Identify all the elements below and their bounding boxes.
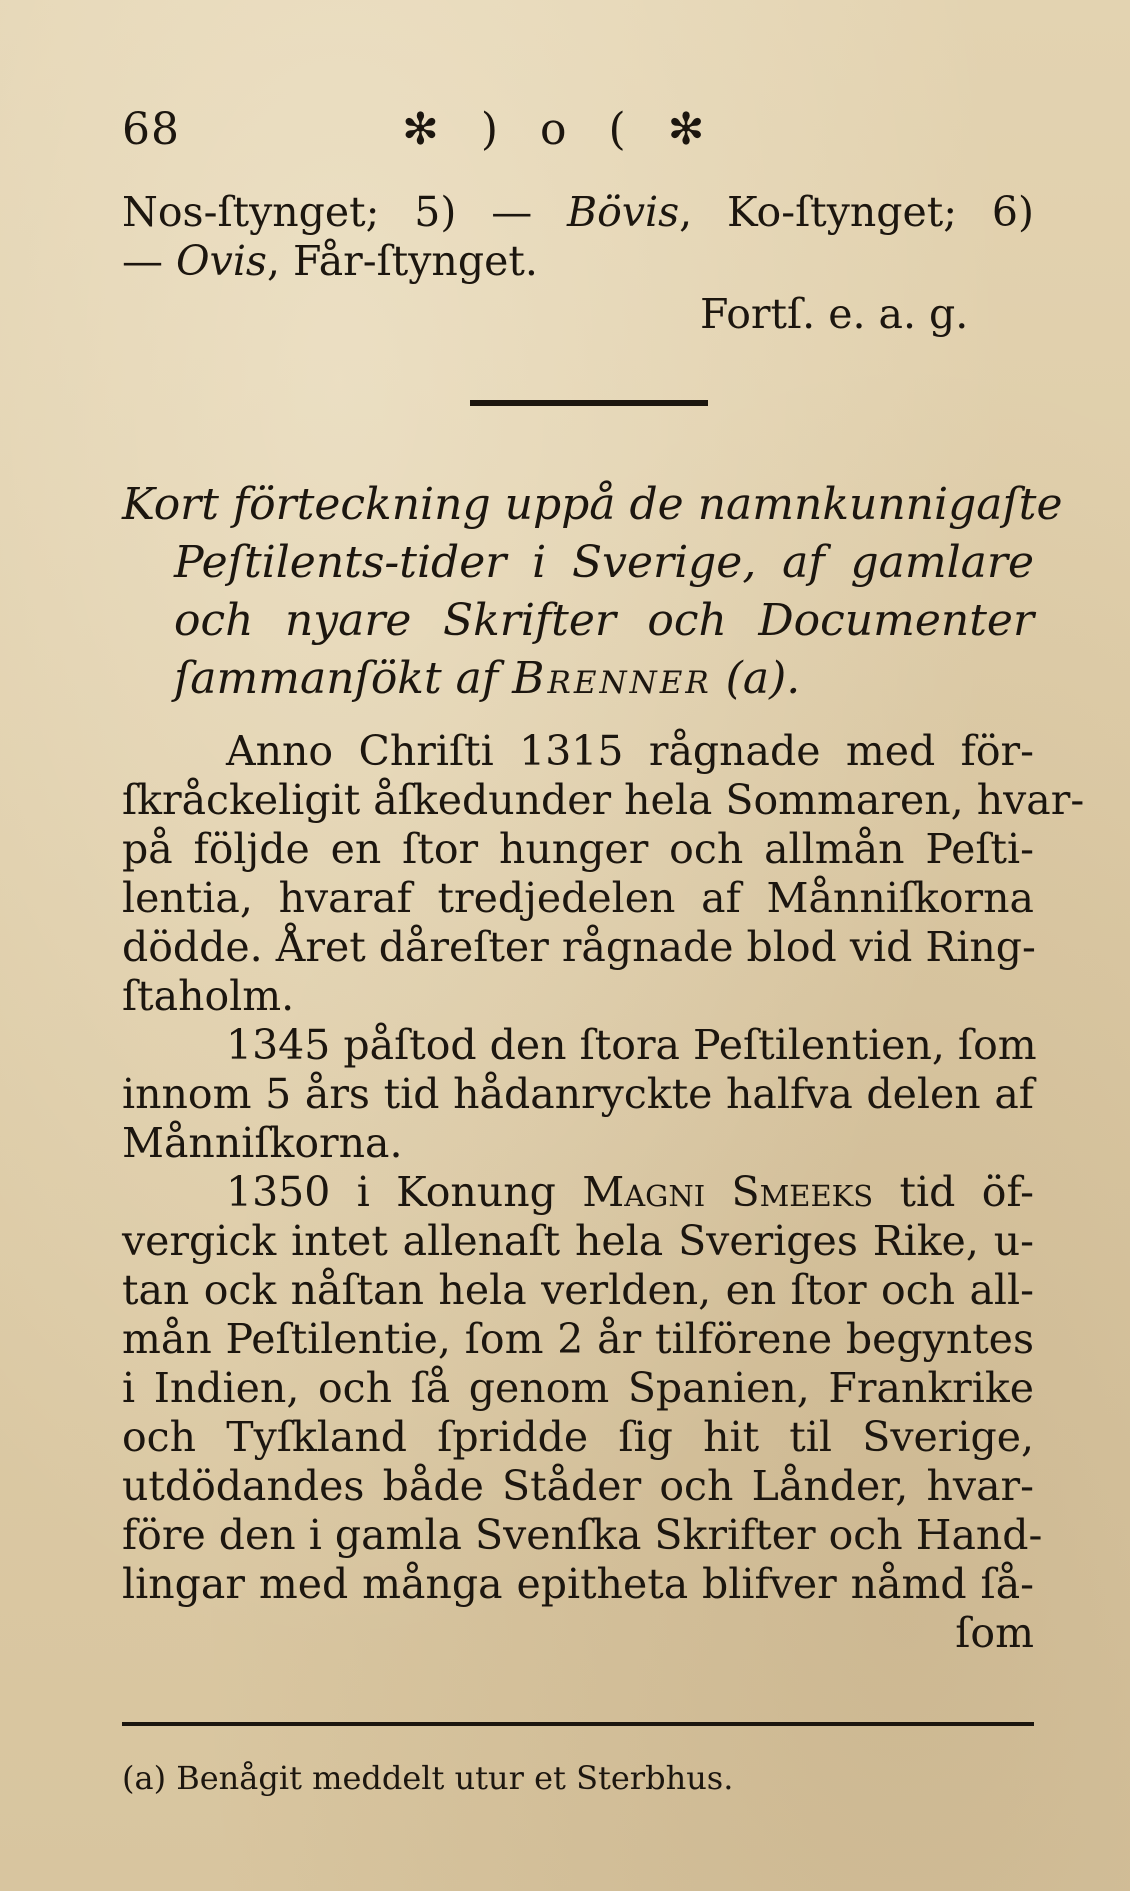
continuation-text xyxy=(122,188,1034,286)
text-line: innom 5 års tid hådanryckte halfva delen af xyxy=(122,1070,1034,1118)
text-line xyxy=(122,1168,1034,1217)
text-line: vergick intet allenaſt hela Sveriges Rike, u- xyxy=(122,1217,1034,1265)
text-line xyxy=(122,237,1034,286)
footnote-divider xyxy=(122,1722,1034,1726)
text-line: ſkråckeligit åſkedunder hela Sommaren, hvar- xyxy=(122,776,1085,824)
text-span: — xyxy=(122,237,177,285)
page-number: 68 xyxy=(122,104,180,155)
text-span: tid öf- xyxy=(873,1168,1035,1216)
section-divider xyxy=(470,400,708,406)
text-line: ſtaholm. xyxy=(122,972,295,1020)
text-line: Anno Chriſti 1315 rågnade med för- xyxy=(226,727,1034,775)
catchword: ſom xyxy=(955,1609,1034,1657)
title-line xyxy=(122,650,1034,708)
title-line: Peſtilents-tider i Sverige, af gamlare xyxy=(174,537,1034,588)
section-title xyxy=(122,476,1063,708)
text-span: , Ko-ſtynget; 6) xyxy=(679,188,1034,236)
text-line: tan ock nåſtan hela verlden, en ſtor och all- xyxy=(122,1266,1034,1314)
text-line: lentia, hvaraf tredjedelen af Månniſkorna xyxy=(122,874,1034,922)
header-ornament: ✻ ) o ( ✻ xyxy=(402,104,719,155)
text-line: mån Peſtilentie, ſom 2 år tilförene begyntes xyxy=(122,1315,1034,1363)
text-line: och Tyſkland ſpridde ſig hit til Sverige, xyxy=(122,1413,1034,1461)
title-line: och nyare Skrifter och Documenter xyxy=(174,595,1034,646)
text-line: 1345 påſtod den ſtora Peſtilentien, ſom xyxy=(226,1021,1037,1069)
text-line: på följde en ſtor hunger och allmån Peſti- xyxy=(122,825,1034,873)
latin-term: Bövis xyxy=(567,188,680,236)
text-span: ſammanſökt af xyxy=(174,653,513,704)
text-span: , Får-ſtynget. xyxy=(266,237,538,285)
text-span: 1350 i Konung xyxy=(226,1168,583,1216)
text-line: lingar med många epitheta blifver nåmd ſå- xyxy=(122,1560,1034,1608)
text-line xyxy=(122,188,1034,237)
text-line: i Indien, och ſå genom Spanien, Frankrike xyxy=(122,1364,1034,1412)
footnote-ref: (a). xyxy=(711,653,801,704)
text-span: Nos-ſtynget; 5) — xyxy=(122,188,568,236)
text-line: Månniſkorna. xyxy=(122,1119,403,1167)
latin-term: Ovis xyxy=(176,237,267,285)
text-line: dödde. Året dåreſter rågnade blod vid Ring- xyxy=(122,923,1036,971)
footnote: (a) Benågit meddelt utur et Sterbhus. xyxy=(122,1759,734,1797)
text-line: före den i gamla Svenſka Skrifter och Hand- xyxy=(122,1511,1043,1559)
king-name: Magni Smeeks xyxy=(582,1168,874,1216)
page-header xyxy=(122,100,1034,160)
text-line: utdödandes både Ståder och Lånder, hvar- xyxy=(122,1462,1034,1510)
title-line: Kort förteckning uppå de namnkunnigaſte xyxy=(122,479,1063,530)
author-name: Brenner xyxy=(512,653,712,704)
body-text xyxy=(122,727,1085,1658)
continuation-note: Fortſ. e. a. g. xyxy=(700,290,969,338)
